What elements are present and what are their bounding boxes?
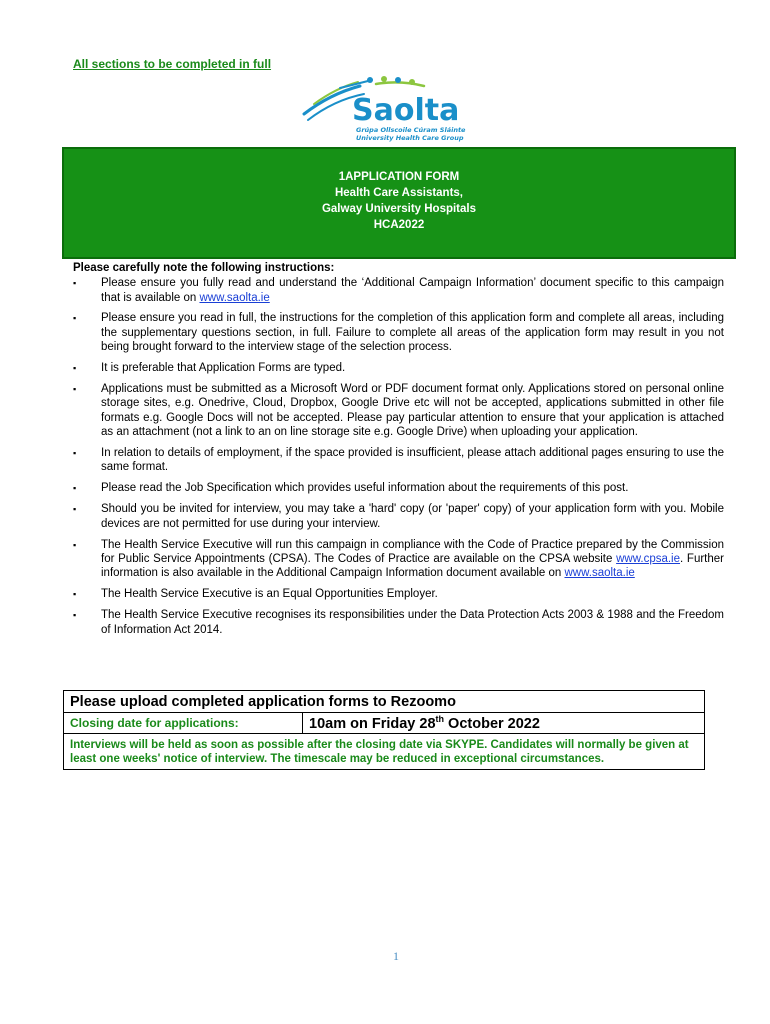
instruction-text: Please ensure you fully read and understand the ‘Additional Campaign Information’ document specific to this campaign that is available on — [101, 277, 724, 304]
instruction-text: Should you be invited for interview, you may take a 'hard' copy (or 'paper' copy) of your application form with you. Mobile devices are not permitted for use during your interview. — [101, 503, 724, 530]
list-item — [73, 608, 724, 637]
list-item — [73, 587, 724, 601]
bullet-icon: ▪ — [73, 383, 77, 394]
cpsa-link[interactable]: www.cpsa.ie — [616, 552, 681, 565]
banner-location: Galway University Hospitals — [321, 203, 477, 215]
sections-complete-note: All sections to be completed in full — [73, 57, 272, 71]
instruction-text: Please read the Job Specification which provides useful information about the requirements of this post. — [101, 482, 629, 495]
instructions-list — [73, 276, 724, 637]
closing-date-time: 10am on Friday 28 — [309, 715, 436, 732]
instruction-text: It is preferable that Application Forms are typed. — [101, 361, 346, 374]
upload-info-box — [63, 690, 705, 770]
interview-note: Interviews will be held as soon as possible after the closing date via SKYPE. Candidates will normally be given at least one weeks' notice of interview. The timescale may be reduced in exceptional circumstances. — [70, 739, 689, 766]
instructions-section — [73, 261, 724, 643]
list-item — [73, 382, 724, 440]
instruction-text: The Health Service Executive will run this campaign in compliance with the Code of Practice prepared by the Commission for Public Service Appointments (CPSA). The Codes of Practice are available on the CPSA website — [101, 538, 724, 565]
saolta-link[interactable]: www.saolta.ie — [199, 291, 270, 304]
bullet-icon: ▪ — [73, 589, 77, 600]
upload-title: Please upload completed application forms to Rezoomo — [64, 691, 704, 713]
instruction-text: In relation to details of employment, if the space provided is insufficient, please attach additional pages ensuring to use the same format. — [101, 446, 724, 474]
application-form-banner — [62, 147, 736, 259]
bullet-icon: ▪ — [73, 447, 77, 458]
list-item — [73, 538, 724, 581]
closing-date-value — [303, 713, 546, 733]
closing-date-row — [64, 713, 704, 734]
instruction-text: The Health Service Executive recognises its responsibilities under the Data Protection Acts 2003 & 1988 and the Freedom of Information Act 2014. — [101, 609, 724, 636]
list-item — [73, 481, 724, 495]
list-item — [73, 446, 724, 475]
closing-date-label: Closing date for applications: — [64, 713, 303, 733]
closing-date-month: October 2022 — [444, 715, 540, 732]
instruction-text: . Further information is also available in the Additional Campaign Information document available on — [101, 552, 724, 580]
list-item — [73, 361, 724, 375]
svg-text:University Health Care Group: University Health Care Group — [356, 134, 464, 142]
banner-post-title: Health Care Assistants, — [334, 187, 464, 199]
saolta-logo — [300, 74, 490, 146]
list-item — [73, 311, 724, 354]
bullet-icon: ▪ — [73, 483, 77, 494]
page-number: 1 — [393, 949, 399, 963]
closing-date-suffix: th — [435, 714, 445, 724]
banner-form-title: 1APPLICATION FORM — [338, 171, 460, 183]
bullet-icon: ▪ — [73, 313, 77, 324]
bullet-icon: ▪ — [73, 504, 77, 515]
svg-text:Grúpa Ollscoile Cúram Sláinte: Grúpa Ollscoile Cúram Sláinte — [356, 126, 466, 134]
instruction-text: Please ensure you read in full, the instructions for the completion of this application form and complete all areas, including the supplementary questions section, in full. Failure to complete all areas of the application form may result in you not being brought forward to the interview stage of the selection process. — [101, 312, 724, 354]
instructions-heading: Please carefully note the following instructions: — [73, 262, 335, 274]
bullet-icon: ▪ — [73, 278, 77, 289]
banner-campaign-code: HCA2022 — [373, 219, 425, 231]
saolta-link[interactable]: www.saolta.ie — [564, 567, 635, 580]
instruction-text: Applications must be submitted as a Microsoft Word or PDF document format only. Applications stored on personal online storage sites, e.g. Onedrive, Cloud, Dropbox, Google Drive etc will not be accepted, applications submitted in other file formats e.g. Google Docs will not be accepted. Please pay particular attention to ensure that your application is attached as an attachment (not a link to an on line storage site e.g. Google Drive) when uploading your application. — [101, 382, 724, 439]
saolta-logo-graphic — [300, 74, 490, 146]
bullet-icon: ▪ — [73, 362, 77, 373]
svg-text:Saolta: Saolta — [352, 93, 460, 128]
bullet-icon: ▪ — [73, 610, 77, 621]
list-item — [73, 502, 724, 531]
list-item — [73, 276, 724, 305]
bullet-icon: ▪ — [73, 539, 77, 550]
instruction-text: The Health Service Executive is an Equal Opportunities Employer. — [101, 588, 438, 601]
